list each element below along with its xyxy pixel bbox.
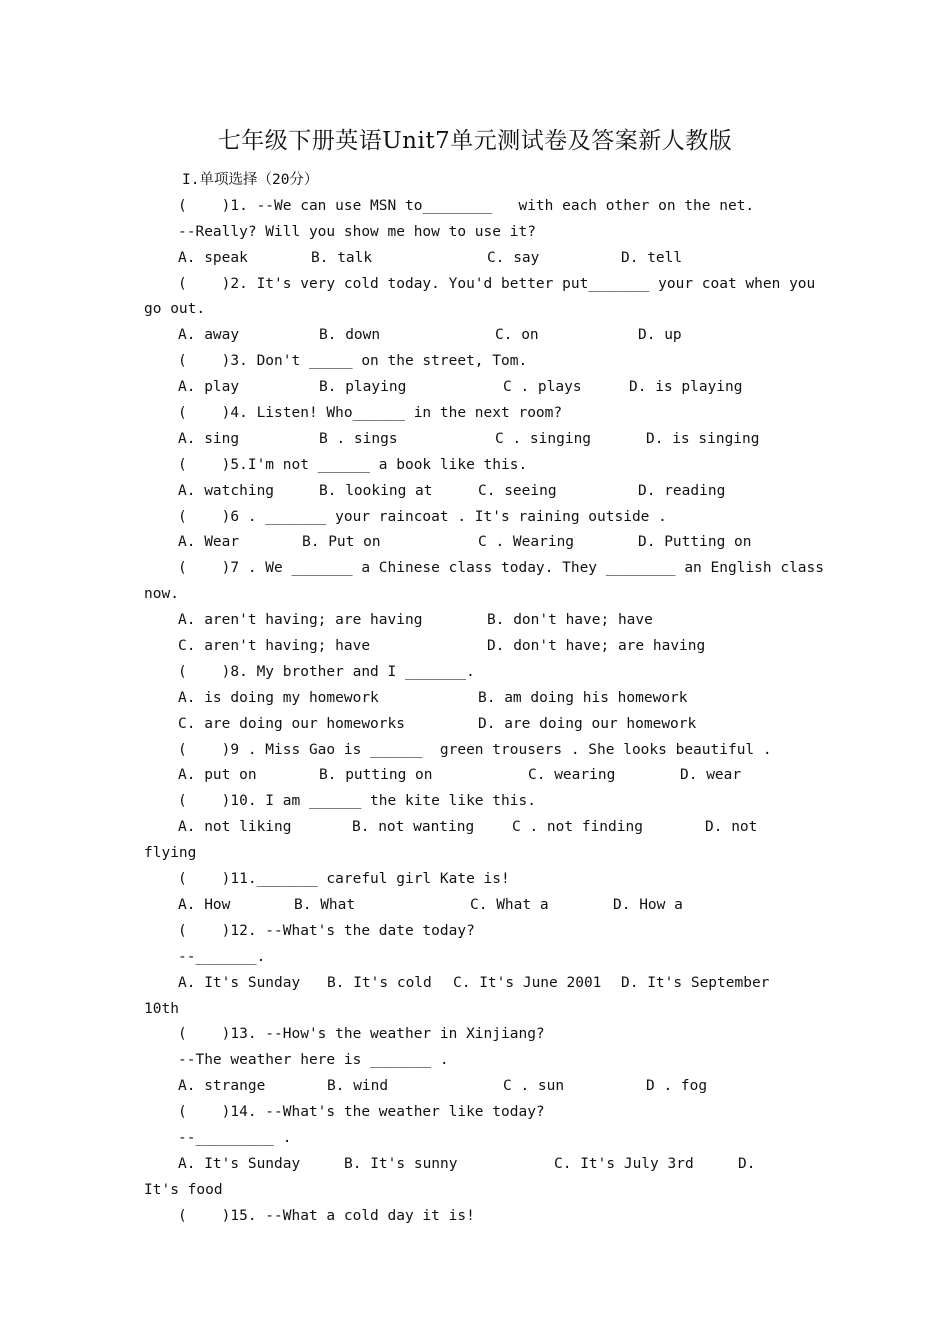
- wrapped-line: It's food: [144, 1181, 223, 1198]
- answer-option: A. put on: [178, 767, 257, 784]
- answer-option: C. on: [495, 327, 539, 344]
- options-row: [0, 1152, 950, 1178]
- answer-option: C . plays: [503, 379, 582, 396]
- answer-option: D. are doing our homework: [478, 715, 697, 732]
- answer-option: C . Wearing: [478, 534, 575, 551]
- wrapped-line: flying: [144, 845, 197, 862]
- question-line: ( )6 . _______ your raincoat . It's raining outside .: [178, 508, 667, 525]
- answer-option: D. Putting on: [638, 534, 752, 551]
- answer-option: C . not finding: [512, 819, 643, 836]
- answer-option: B. It's cold: [327, 974, 432, 991]
- answer-option: A. speak: [178, 249, 248, 266]
- answer-option: C . sun: [503, 1078, 565, 1095]
- options-row: [0, 427, 950, 453]
- answer-option: B. talk: [311, 249, 373, 266]
- question-line: ( )13. --How's the weather in Xinjiang?: [178, 1026, 545, 1043]
- answer-option: A. It's Sunday: [178, 1155, 301, 1172]
- answer-option: D. reading: [638, 482, 726, 499]
- wrapped-line: 10th: [144, 1000, 179, 1017]
- answer-option: C . singing: [495, 430, 592, 447]
- options-row: [0, 712, 950, 738]
- answer-option: D. wear: [680, 767, 742, 784]
- question-line: ( )7 . We _______ a Chinese class today. They ________ an English class: [178, 560, 825, 577]
- answer-option: A. It's Sunday: [178, 974, 301, 991]
- answer-option: D. How a: [613, 896, 683, 913]
- answer-option: B. down: [319, 327, 381, 344]
- answer-option: A. How: [178, 896, 231, 913]
- answer-option: A. sing: [178, 430, 240, 447]
- answer-option: B. looking at: [319, 482, 433, 499]
- answer-option: C. wearing: [528, 767, 616, 784]
- answer-option: B . sings: [319, 430, 398, 447]
- options-row: [0, 323, 950, 349]
- answer-option: D. is playing: [629, 379, 743, 396]
- question-line: ( )4. Listen! Who______ in the next room?: [178, 405, 563, 422]
- answer-option: D. is singing: [646, 430, 760, 447]
- question-line: ( )3. Don't _____ on the street, Tom.: [178, 353, 528, 370]
- answer-option: D.: [738, 1155, 756, 1172]
- answer-option: D. tell: [621, 249, 683, 266]
- wrapped-line: now.: [144, 586, 179, 603]
- question-line: ( )10. I am ______ the kite like this.: [178, 793, 536, 810]
- answer-option: D. not: [705, 819, 758, 836]
- options-row: [0, 634, 950, 660]
- answer-option: B. wind: [327, 1078, 389, 1095]
- answer-option: A. away: [178, 327, 240, 344]
- options-row: [0, 763, 950, 789]
- options-row: [0, 608, 950, 634]
- question-line: ( )12. --What's the date today?: [178, 922, 475, 939]
- answer-option: D. up: [638, 327, 682, 344]
- answer-option: C. seeing: [478, 482, 557, 499]
- options-row: [0, 971, 950, 997]
- answer-option: D. It's September: [621, 974, 770, 991]
- question-line: --_______.: [178, 948, 266, 965]
- answer-option: C. What a: [470, 896, 549, 913]
- answer-option: C. are doing our homeworks: [178, 715, 405, 732]
- question-line: --Really? Will you show me how to use it?: [178, 223, 536, 240]
- wrapped-line: go out.: [144, 301, 206, 318]
- question-line: --_________ .: [178, 1129, 292, 1146]
- answer-option: A. not liking: [178, 819, 292, 836]
- question-line: ( )9 . Miss Gao is ______ green trousers . She looks beautiful .: [178, 741, 772, 758]
- options-row: [0, 815, 950, 841]
- answer-option: A. play: [178, 379, 240, 396]
- question-list: [0, 168, 950, 1230]
- answer-option: A. aren't having; are having: [178, 612, 423, 629]
- options-row: [0, 893, 950, 919]
- page-title: 七年级下册英语Unit7单元测试卷及答案新人教版: [217, 128, 733, 154]
- options-row: [0, 375, 950, 401]
- options-row: [0, 1074, 950, 1100]
- answer-option: D . fog: [646, 1078, 708, 1095]
- answer-option: A. is doing my homework: [178, 689, 379, 706]
- question-line: ( )8. My brother and I _______.: [178, 663, 475, 680]
- answer-option: C. aren't having; have: [178, 638, 371, 655]
- question-line: --The weather here is _______ .: [178, 1052, 449, 1069]
- options-row: [0, 479, 950, 505]
- answer-option: B. not wanting: [352, 819, 475, 836]
- answer-option: B. don't have; have: [487, 612, 653, 629]
- answer-option: B. am doing his homework: [478, 689, 688, 706]
- question-line: ( )2. It's very cold today. You'd better put_______ your coat when you: [178, 275, 816, 292]
- answer-option: A. Wear: [178, 534, 240, 551]
- question-line: ( )15. --What a cold day it is!: [178, 1207, 475, 1224]
- question-line: ( )5.I'm not ______ a book like this.: [178, 456, 528, 473]
- answer-option: B. It's sunny: [344, 1155, 458, 1172]
- answer-option: B. playing: [319, 379, 407, 396]
- answer-option: C. say: [487, 249, 540, 266]
- question-line: ( )11._______ careful girl Kate is!: [178, 871, 510, 888]
- answer-option: B. What: [294, 896, 356, 913]
- answer-option: B. Put on: [302, 534, 381, 551]
- answer-option: A. strange: [178, 1078, 266, 1095]
- section-heading: I.单项选择（20分）: [182, 172, 319, 188]
- answer-option: C. It's June 2001: [453, 974, 602, 991]
- options-row: [0, 686, 950, 712]
- answer-option: D. don't have; are having: [487, 638, 706, 655]
- options-row: [0, 530, 950, 556]
- options-row: [0, 246, 950, 272]
- question-line: ( )1. --We can use MSN to________ with each other on the net.: [178, 197, 755, 214]
- answer-option: A. watching: [178, 482, 275, 499]
- answer-option: B. putting on: [319, 767, 433, 784]
- answer-option: C. It's July 3rd: [554, 1155, 694, 1172]
- question-line: ( )14. --What's the weather like today?: [178, 1104, 545, 1121]
